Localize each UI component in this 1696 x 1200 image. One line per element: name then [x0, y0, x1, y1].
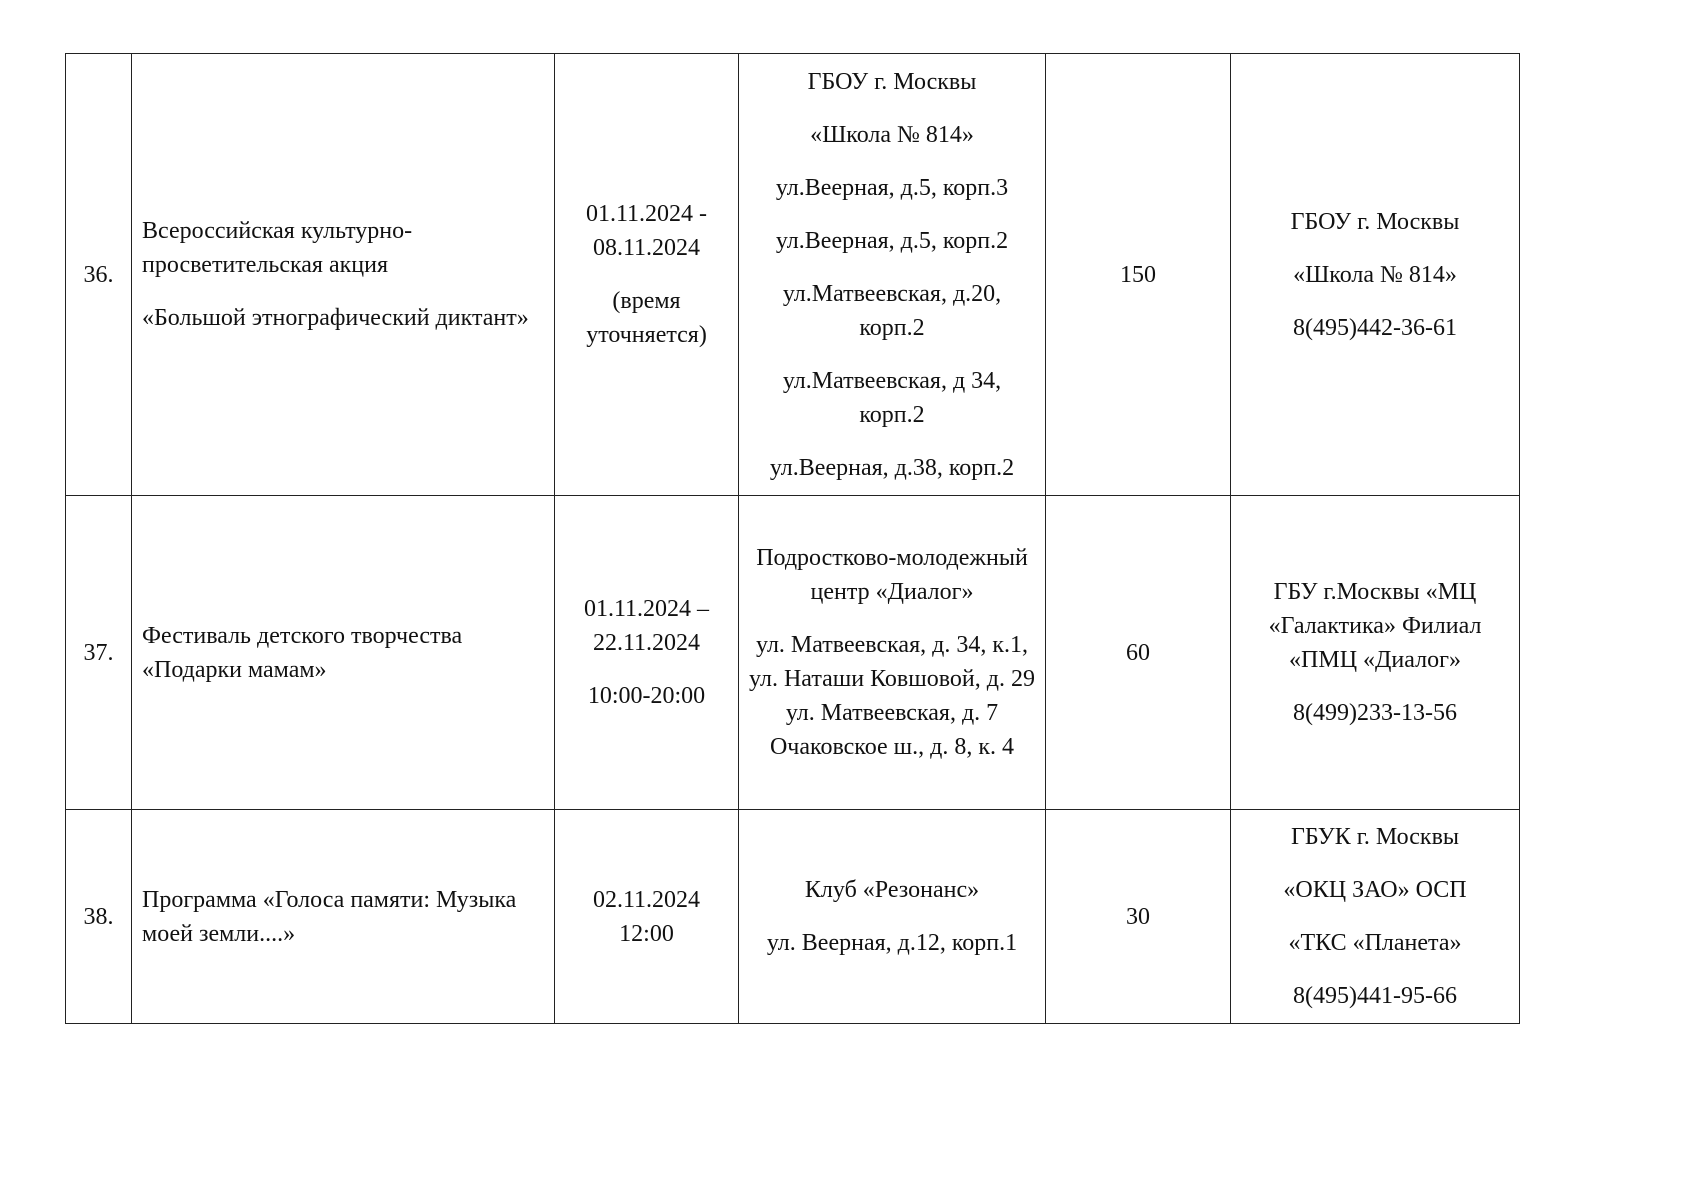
organizer-cell [1231, 810, 1520, 1024]
participants-count-cell [1046, 810, 1231, 1024]
event-name-cell [132, 810, 555, 1024]
events-table [65, 53, 1520, 1024]
event-date-cell [555, 54, 739, 496]
organizer-line: ГБУ г.Москвы «МЦ «Галактика» Филиал «ПМЦ «Диалог» [1268, 579, 1482, 673]
participants-count: 150 [1120, 261, 1156, 288]
row-number: 38. [83, 903, 114, 930]
organizer-phone: 8(495)441-95-66 [1293, 983, 1457, 1009]
participants-count-cell [1046, 496, 1231, 810]
organizer-line: ГБУК г. Москвы [1290, 824, 1460, 850]
place-line: «Школа № 814» [810, 121, 974, 148]
organizer-phone: 8(499)233-13-56 [1293, 700, 1457, 726]
row-number: 37. [83, 639, 114, 666]
event-name-line: Фестиваль детского творчества «Подарки мамам» [142, 622, 463, 683]
organizer-line: «ОКЦ ЗАО» ОСП [1283, 877, 1467, 903]
place-line: ул.Матвеевская, д.20, корп.2 [782, 280, 1002, 341]
row-number-cell [66, 496, 132, 810]
place-line: Подростково-молодежный центр «Диалог» [756, 545, 1028, 605]
place-line: ул. Матвеевская, д. 34, к.1, ул. Наташи Ковшовой, д. 29 [749, 632, 1035, 692]
row-number-cell [66, 54, 132, 496]
event-time-line: 10:00-20:00 [587, 683, 706, 709]
event-place-cell [739, 54, 1046, 496]
table-row [66, 496, 1520, 810]
participants-count: 30 [1126, 903, 1150, 930]
place-line: ул. Матвеевская, д. 7 [785, 700, 999, 726]
event-name-cell [132, 54, 555, 496]
participants-count-cell [1046, 54, 1231, 496]
place-line: Клуб «Резонанс» [804, 877, 980, 903]
place-line: ГБОУ г. Москвы [807, 68, 977, 95]
event-place-cell [739, 810, 1046, 1024]
organizer-phone: 8(495)442-36-61 [1293, 314, 1457, 341]
participants-count: 60 [1126, 639, 1150, 666]
place-line: Очаковское ш., д. 8, к. 4 [769, 734, 1015, 760]
place-line: ул.Веерная, д.5, корп.2 [775, 227, 1009, 254]
organizer-line: «ТКС «Планета» [1288, 930, 1462, 956]
row-number: 36. [83, 261, 114, 288]
place-line: ул.Веерная, д.38, корп.2 [769, 454, 1015, 481]
place-line: ул. Веерная, д.12, корп.1 [766, 930, 1018, 956]
event-name-line: Программа «Голоса памяти: Музыка моей земли....» [142, 886, 517, 947]
place-line: ул.Матвеевская, д 34, корп.2 [782, 367, 1002, 428]
event-place-cell [739, 496, 1046, 810]
table-row [66, 54, 1520, 496]
organizer-cell [1231, 496, 1520, 810]
event-name-line: «Большой этнографический диктант» [142, 305, 529, 331]
row-number-cell [66, 810, 132, 1024]
organizer-line: «Школа № 814» [1293, 261, 1457, 288]
event-date-line: 01.11.2024 – 22.11.2024 [583, 596, 710, 656]
event-date-cell [555, 810, 739, 1024]
event-date-line: 02.11.2024 12:00 [592, 886, 701, 947]
table-row [66, 810, 1520, 1024]
place-line: ул.Веерная, д.5, корп.3 [775, 174, 1009, 201]
event-time-line: (время уточняется) [586, 288, 707, 348]
organizer-line: ГБОУ г. Москвы [1290, 208, 1460, 235]
organizer-cell [1231, 54, 1520, 496]
event-name-cell [132, 496, 555, 810]
event-name-line: Всероссийская культурно-просветительская акция [142, 218, 413, 278]
event-date-line: 01.11.2024 - 08.11.2024 [585, 201, 708, 261]
event-date-cell [555, 496, 739, 810]
